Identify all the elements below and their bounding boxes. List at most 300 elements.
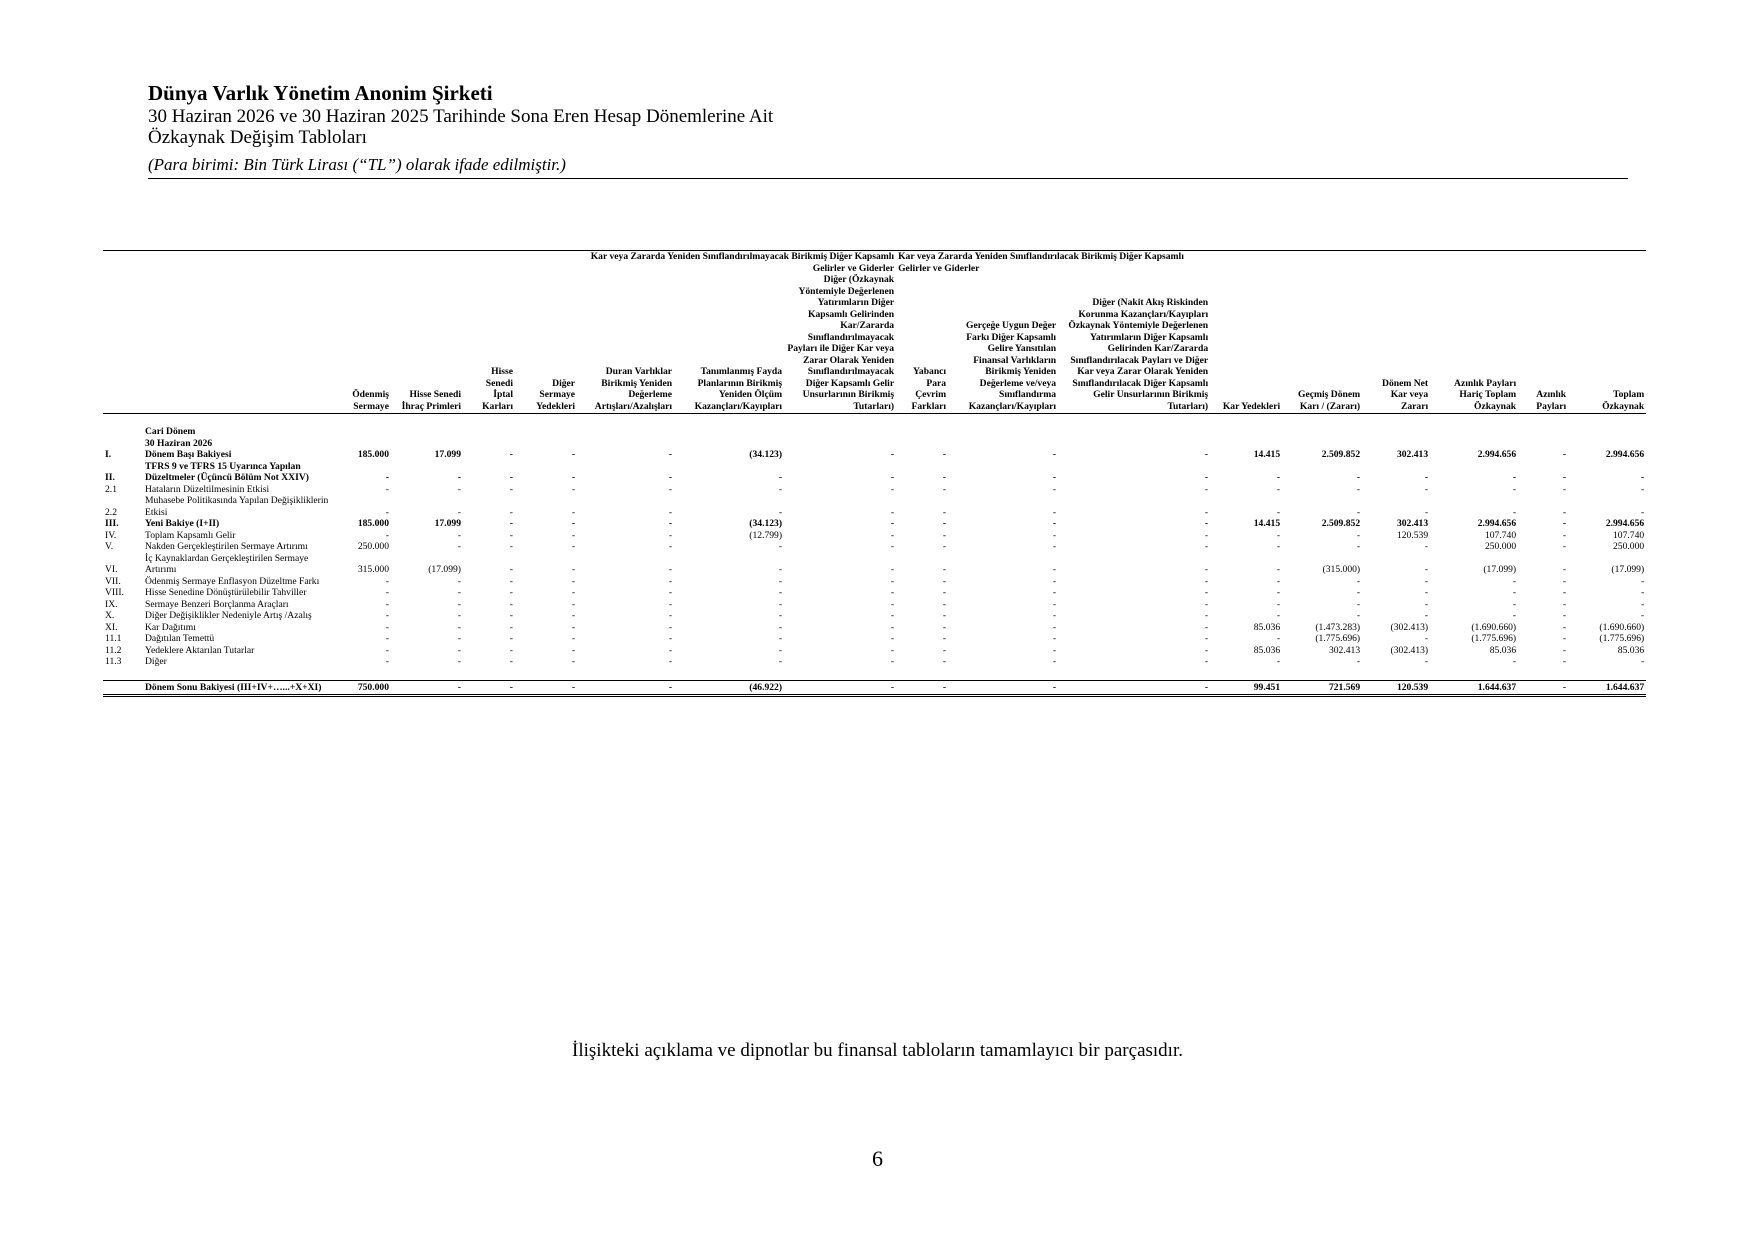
cell-value: - [1276,529,1281,541]
table-body [103,414,1646,696]
cell-value: - [515,680,577,696]
cell-value: - [778,483,783,495]
cell-value: - [1276,483,1281,495]
code-column-header [103,274,143,414]
cell-value: - [778,506,783,518]
cell-value: - [1276,587,1281,598]
cell-value: - [509,518,513,529]
cell-value: 120.539 [1396,529,1429,541]
statement-period: 30 Haziran 2026 ve 30 Haziran 2025 Tarihinde Sona Eren Hesap Dönemlerine Ait [148,106,774,127]
cell-value: - [890,610,895,621]
column-header: Tanımlanmış Fayda Planlarının Birikmiş Yeniden Ölçüm Kazançları/Kayıpları [674,274,784,414]
cell-value: - [942,483,947,495]
cell-value: 302.413 [1396,518,1429,529]
cell-value: - [668,541,673,552]
cell-value: 750.000 [339,680,391,696]
cell-value: - [778,656,783,667]
cell-value: - [1276,656,1281,667]
cell-value: - [1052,633,1057,644]
cell-value: - [668,483,673,495]
cell-value: (34.123) [749,518,783,529]
cell-value: - [942,541,947,552]
cell-value: (17.099) [1611,564,1645,575]
cell-value: - [1512,483,1517,495]
cell-value: - [942,575,947,587]
cell-value: - [784,680,896,696]
cell-value: - [385,529,389,541]
table-row [103,530,1646,542]
cell-value: - [1640,472,1645,483]
cell-value: - [1512,587,1517,598]
cell-value: - [1204,483,1209,495]
table-row [103,587,1646,599]
cell-value: - [1204,575,1209,587]
group-header-not-reclassified: Kar veya Zararda Yeniden Sınıflandırılmayacak Birikmiş Diğer Kapsamlı Gelirler ve Giderler [577,251,896,275]
cell-value: - [1204,587,1209,598]
table-row [103,610,1646,622]
cell-value: - [890,598,895,610]
cell-value: 107.740 [1613,529,1645,541]
cell-value: - [385,598,389,610]
row-code: 11.3 [105,656,122,667]
cell-value: - [668,575,673,587]
cell-value: - [890,483,895,495]
cell-value: 17.099 [434,449,461,460]
cell-value: - [1204,564,1209,575]
cell-value: (1.690.660) [1599,621,1645,633]
cell-value: - [1276,575,1281,587]
table-row [103,461,1646,484]
cell-value: 302.413 [1328,644,1361,656]
cell-value: - [1356,610,1361,621]
cell-value: - [1640,575,1645,587]
cell-value: - [1204,529,1209,541]
footer-note: İlişikteki açıklama ve dipnotlar bu finansal tabloların tamamlayıcı bir parçasıdır. [572,1040,1183,1061]
cell-value: - [1562,449,1567,460]
column-header-row [103,274,1646,414]
cell-value: - [778,610,783,621]
cell-value: (12.799) [749,529,783,541]
cell-value: - [1276,598,1281,610]
row-description: Dağıtılan Temettü [145,633,215,644]
row-code: I. [105,449,112,460]
cell-value: - [1052,564,1057,575]
cell-value: 1.644.637 [1430,680,1518,696]
cell-value: - [1052,529,1057,541]
cell-value: - [1204,633,1209,644]
cell-value: - [1356,587,1361,598]
cell-value: - [509,610,513,621]
column-header: Diğer (Özkaynak Yöntemiyle Değerlenen Yatırımların Diğer Kapsamlı Gelirinden Kar/Zararda Sınıflandırılmayacak Payları ile Diğer Kar veya Zarar Olarak Yeniden Sınıflandırılmayacak Diğer Kapsamlı Gelir Unsurlarının Birikmiş Tutarları) [784,274,896,414]
row-code: V. [105,541,114,552]
cell-value: - [1424,633,1429,644]
cell-value: - [1204,610,1209,621]
cell-value: 85.036 [1253,644,1281,656]
cell-value: - [1562,587,1567,598]
cell-value: - [890,644,895,656]
total-row [103,680,1646,696]
cell-value: - [571,518,576,529]
cell-value: - [1424,483,1429,495]
cell-value: - [509,483,513,495]
cell-value: - [385,644,389,656]
cell-value: - [577,680,674,696]
cell-value: - [668,564,673,575]
cell-value: 99.451 [1210,680,1282,696]
cell-value: - [457,633,461,644]
cell-value: - [896,680,948,696]
cell-value: - [890,541,895,552]
cell-value: - [571,656,576,667]
cell-value: - [668,644,673,656]
cell-value: - [1640,610,1645,621]
row-description: Diğer Değişiklikler Nedeniyle Artış /Azalış [145,610,312,621]
cell-value: - [1424,610,1429,621]
cell-value: - [1356,598,1361,610]
cell-value: 250.000 [1484,541,1517,552]
cell-value: - [1276,472,1281,483]
cell-value: - [509,529,513,541]
row-code: IV. [105,529,117,541]
cell-value: - [509,564,513,575]
cell-value: - [509,656,513,667]
table-row [103,449,1646,461]
cell-value: - [1052,518,1057,529]
column-header: Diğer Sermaye Yedekleri [515,274,577,414]
cell-value: - [1562,483,1567,495]
column-header: Hisse Senedi İhraç Primleri [391,274,463,414]
cell-value: - [890,633,895,644]
cell-value: - [1562,598,1567,610]
cell-value: 721.569 [1282,680,1362,696]
cell-value: - [778,541,783,552]
column-header: Diğer (Nakit Akış Riskinden Korunma Kazançları/Kayıpları Özkaynak Yöntemiyle Değerlenen Yatırımların Diğer Kapsamlı Gelirinden Kar/Zararda Sınıflandırılacak Payları ve Diğer Kar veya Zarar Olarak Yeniden Sınıflandırılacak Diğer Kapsamlı Gelir Unsurlarının Birikmiş Tutarları) [1058,274,1210,414]
statement-title: Özkaynak Değişim Tabloları [148,127,367,148]
cell-value: - [778,633,783,644]
cell-value: - [1052,610,1057,621]
cell-value: - [385,575,389,587]
cell-value: - [778,575,783,587]
cell-value: - [1640,656,1645,667]
cell-value: - [890,472,895,483]
cell-value: - [385,506,389,518]
cell-value: 120.539 [1362,680,1430,696]
row-code: 2.1 [105,483,117,495]
cell-value: - [1052,621,1057,633]
cell-value: (34.123) [749,449,783,460]
row-description: Yedeklere Aktarılan Tutarlar [145,644,255,656]
cell-value: - [571,633,576,644]
cell-value: - [668,506,673,518]
equity-change-table [103,250,1646,697]
cell-value: - [1204,656,1209,667]
cell-value: 2.509.852 [1321,518,1361,529]
cell-value: - [1562,529,1567,541]
group-header-reclassified: Kar veya Zararda Yeniden Sınıflandırılacak Birikmiş Diğer Kapsamlı Gelirler ve Giderler [896,251,1210,275]
cell-value: - [1562,518,1567,529]
cell-value: (17.099) [428,564,461,575]
cell-value: - [1276,610,1281,621]
row-code: X. [105,610,115,621]
cell-value: - [385,610,389,621]
cell-value: 185.000 [357,518,389,529]
cell-value: - [1424,541,1429,552]
cell-value: 107.740 [1484,529,1517,541]
row-description: Dönem Sonu Bakiyesi (III+IV+…...+X+XI) [143,680,339,696]
cell-value: - [1640,483,1645,495]
row-code: VII. [105,575,121,587]
cell-value: - [1276,506,1281,518]
cell-value: - [571,610,576,621]
column-header: Gerçeğe Uygun Değer Farkı Diğer Kapsamlı Gelire Yansıtılan Finansal Varlıkların Birikmiş Yeniden Değerleme ve/veya Sınıflandırma Kazançları/Kayıpları [948,274,1058,414]
cell-value: - [571,564,576,575]
cell-value: - [778,644,783,656]
table-row [103,633,1646,645]
cell-value: - [1424,472,1429,483]
cell-value: - [1052,575,1057,587]
cell-value: - [571,644,576,656]
cell-value: - [942,633,947,644]
cell-value: - [1276,541,1281,552]
cell-value: - [509,644,513,656]
cell-value: - [571,472,576,483]
cell-value: (302.413) [1390,621,1429,633]
cell-value: 2.994.656 [1477,518,1517,529]
cell-value: 250.000 [1613,541,1645,552]
row-description: İç Kaynaklardan Gerçekleştirilen Sermaye Artırımı [145,552,309,575]
cell-value: - [668,587,673,598]
cell-value: - [1424,656,1429,667]
cell-value: - [1562,575,1567,587]
cell-value: - [1512,506,1517,518]
cell-value: - [1512,472,1517,483]
cell-value: - [668,598,673,610]
cell-value: - [1512,610,1517,621]
row-description: TFRS 9 ve TFRS 15 Uyarınca Yapılan Düzeltmeler (Üçüncü Bölüm Not XXIV) [145,460,309,483]
cell-value: - [942,656,947,667]
cell-value: 17.099 [434,518,461,529]
table-row [103,541,1646,553]
cell-value: - [1562,644,1567,656]
cell-value: - [1052,598,1057,610]
cell-value: - [1052,541,1057,552]
table-row [103,599,1646,611]
cell-value: - [571,541,576,552]
cell-value: - [1052,587,1057,598]
cell-value: - [942,449,947,460]
cell-value: 1.644.637 [1568,680,1646,696]
row-description: Sermaye Benzeri Borçlanma Araçları [145,598,289,610]
row-description: Hisse Senedine Dönüştürülebilir Tahviller [145,587,307,598]
row-description: Yeni Bakiye (I+II) [145,518,220,529]
cell-value: - [1204,644,1209,656]
cell-value: - [509,506,513,518]
cell-value: - [948,680,1058,696]
cell-value: - [509,449,513,460]
table-row [103,495,1646,518]
cell-value: 85.036 [1489,644,1517,656]
cell-value: 2.994.656 [1605,449,1645,460]
cell-value: (1.473.283) [1315,621,1361,633]
column-header: Hisse Senedi İptal Karları [463,274,515,414]
cell-value: - [1562,633,1567,644]
cell-value: - [890,621,895,633]
cell-value: - [457,541,461,552]
cell-value: (1.775.696) [1471,633,1517,644]
cell-value: - [1562,656,1567,667]
row-code: III. [105,518,119,529]
column-header: Dönem Net Kar veya Zararı [1362,274,1430,414]
cell-value: (315.000) [1322,564,1361,575]
cell-value: - [457,587,461,598]
cell-value: - [890,564,895,575]
cell-value: - [778,598,783,610]
row-description: Diğer [145,656,167,667]
cell-value: - [1640,598,1645,610]
table-row [103,576,1646,588]
cell-value: - [890,587,895,598]
cell-value: - [890,656,895,667]
cell-value: 14.415 [1253,449,1281,460]
cell-value: - [668,472,673,483]
cell-value: - [1356,575,1361,587]
table-row [103,553,1646,576]
row-description: Kar Dağıtımı [145,621,196,633]
cell-value: - [1204,541,1209,552]
cell-value: - [385,472,389,483]
cell-value: - [457,644,461,656]
row-description: Nakden Gerçekleştirilen Sermaye Artırımı [145,541,308,552]
cell-value: - [509,541,513,552]
cell-value: - [1424,598,1429,610]
cell-value: 85.036 [1253,621,1281,633]
period-date-row [103,438,1646,450]
cell-value: - [1356,656,1361,667]
row-code [103,680,143,696]
cell-value: - [457,472,461,483]
cell-value: - [571,449,576,460]
cell-value: - [457,529,461,541]
row-description: Dönem Başı Bakiyesi [145,449,232,460]
cell-value: - [509,633,513,644]
row-code: VIII. [105,587,124,598]
table-row [103,484,1646,496]
cell-value: (46.922) [674,680,784,696]
cell-value: (302.413) [1390,644,1429,656]
cell-value: - [1562,541,1567,552]
cell-value: - [942,472,947,483]
cell-value: - [1356,506,1361,518]
cell-value: - [1356,541,1361,552]
cell-value: - [391,680,463,696]
cell-value: - [509,587,513,598]
equity-change-table-wrapper [103,250,1646,697]
cell-value: - [1424,564,1429,575]
cell-value: - [890,575,895,587]
column-header: Azınlık Payları Hariç Toplam Özkaynak [1430,274,1518,414]
cell-value: - [571,483,576,495]
column-header: Yabancı Para Çevrim Farkları [896,274,948,414]
cell-value: - [1052,656,1057,667]
cell-value: (1.775.696) [1315,633,1361,644]
table-row [103,645,1646,657]
cell-value: - [1640,506,1645,518]
row-code: II. [105,472,115,483]
cell-value: - [1356,483,1361,495]
page-number: 6 [872,1146,883,1171]
cell-value: - [778,587,783,598]
cell-value: - [1518,680,1568,696]
cell-value: - [509,621,513,633]
period-label-row [103,426,1646,438]
row-description: Hataların Düzeltilmesinin Etkisi [145,483,270,495]
cell-value: - [1052,472,1057,483]
cell-value: - [457,575,461,587]
cell-value: - [668,633,673,644]
cell-value: 14.415 [1253,518,1281,529]
cell-value: - [1052,506,1057,518]
cell-value: - [1562,564,1567,575]
row-code: 11.1 [105,633,122,644]
cell-value: - [1052,644,1057,656]
currency-note: (Para birimi: Bin Türk Lirası (“TL”) olarak ifade edilmiştir.) [148,154,1628,179]
document-header [148,80,1628,179]
column-header: Kar Yedekleri [1210,274,1282,414]
cell-value: - [668,610,673,621]
row-code: VI. [105,564,118,575]
row-code: XI. [105,621,118,633]
cell-value: - [571,529,576,541]
cell-value: - [942,518,947,529]
cell-value: - [571,506,576,518]
cell-value: - [509,472,513,483]
cell-value: - [385,656,389,667]
cell-value: - [385,621,389,633]
cell-value: - [890,529,895,541]
cell-value: 2.994.656 [1477,449,1517,460]
cell-value: - [1512,575,1517,587]
row-description: Toplam Kapsamlı Gelir [145,529,236,541]
cell-value: - [571,598,576,610]
cell-value: - [890,449,895,460]
cell-value: - [457,483,461,495]
cell-value: - [778,564,783,575]
column-header: Ödenmiş Sermaye [339,274,391,414]
column-header: Azınlık Payları [1518,274,1568,414]
cell-value: - [1356,472,1361,483]
cell-value: - [1424,506,1429,518]
cell-value: - [1204,621,1209,633]
cell-value: - [1562,506,1567,518]
cell-value: (17.099) [1483,564,1517,575]
cell-value: - [509,575,513,587]
cell-value: - [1512,598,1517,610]
cell-value: - [778,472,783,483]
cell-value: - [668,518,673,529]
cell-value: 250.000 [357,541,389,552]
cell-value: - [457,656,461,667]
cell-value: - [942,564,947,575]
cell-value: - [457,621,461,633]
column-header: Toplam Özkaynak [1568,274,1646,414]
cell-value: 302.413 [1396,449,1429,460]
cell-value: - [463,680,515,696]
spacer-row [103,414,1646,427]
cell-value: - [509,598,513,610]
cell-value: - [571,575,576,587]
cell-value: - [1562,621,1567,633]
column-header: Geçmiş Dönem Karı / (Zararı) [1282,274,1362,414]
